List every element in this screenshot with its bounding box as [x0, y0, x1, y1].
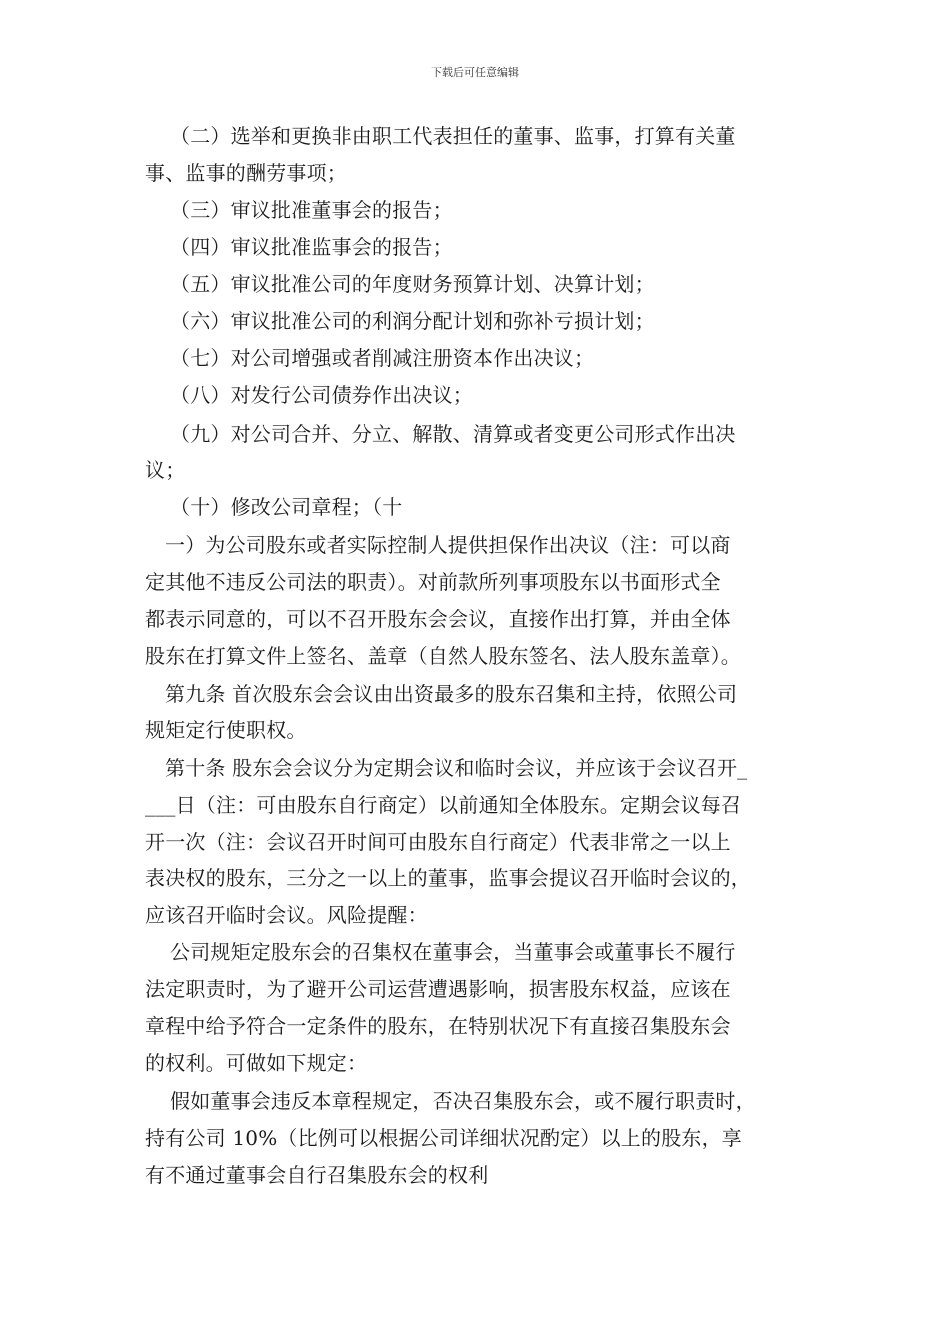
text-line: 第九条 首次股东会会议由出资最多的股东召集和主持，依照公司 [165, 682, 738, 706]
text-line: 股东在打算文件上签名、盖章（自然人股东签名、法人股东盖章）。 [145, 644, 741, 668]
text-line: （九）对公司合并、分立、解散、清算或者变更公司形式作出决 [170, 422, 736, 446]
text-line: 章程中给予符合一定条件的股东，在特别状况下有直接召集股东会 [145, 1014, 731, 1038]
text-line: （二）选举和更换非由职工代表担任的董事、监事，打算有关董 [170, 124, 736, 148]
page-header: 下载后可任意编辑 [431, 66, 519, 79]
text-line: 假如董事会违反本章程规定，否决召集股东会，或不履行职责时， [170, 1089, 756, 1113]
text-line: 表决权的股东，三分之一以上的董事，监事会提议召开临时会议的， [145, 866, 751, 890]
text-line: 规矩定行使职权。 [145, 718, 307, 742]
text-line: 事、监事的酬劳事项； [145, 161, 347, 185]
text-line: ___日（注：可由股东自行商定）以前通知全体股东。定期会议每召 [145, 793, 742, 817]
text-line: （四）审议批准监事会的报告； [170, 235, 453, 259]
text-line: 一）为公司股东或者实际控制人提供担保作出决议（注：可以商 [165, 533, 731, 557]
text-line: 都表示同意的，可以不召开股东会会议，直接作出打算，并由全体 [145, 607, 731, 631]
text-line: （三）审议批准董事会的报告； [170, 198, 453, 222]
text-line: 议； [145, 458, 186, 482]
text-line: （八）对发行公司债券作出决议； [170, 383, 473, 407]
text-line: （五）审议批准公司的年度财务预算计划、决算计划； [170, 272, 655, 296]
text-line: 第十条 股东会会议分为定期会议和临时会议，并应该于会议召开_ [165, 756, 748, 780]
text-line: 有不通过董事会自行召集股东会的权利 [145, 1163, 489, 1187]
text-line: 公司规矩定股东会的召集权在董事会，当董事会或董事长不履行 [170, 940, 736, 964]
text-line: 持有公司 10%（比例可以根据公司详细状况酌定）以上的股东，享 [145, 1126, 743, 1150]
text-line: 法定职责时，为了避开公司运营遭遇影响，损害股东权益，应该在 [145, 977, 731, 1001]
text-line: （六）审议批准公司的利润分配计划和弥补亏损计划； [170, 309, 655, 333]
text-line: （十）修改公司章程；（十 [170, 495, 403, 519]
text-line: 应该召开临时会议。风险提醒： [145, 903, 428, 927]
text-line: 定其他不违反公司法的职责）。对前款所列事项股东以书面形式全 [145, 570, 721, 594]
text-line: 的权利。可做如下规定： [145, 1051, 368, 1075]
text-line: （七）对公司增强或者削减注册资本作出决议； [170, 346, 595, 370]
text-line: 开一次（注：会议召开时间可由股东自行商定）代表非常之一以上 [145, 830, 731, 854]
